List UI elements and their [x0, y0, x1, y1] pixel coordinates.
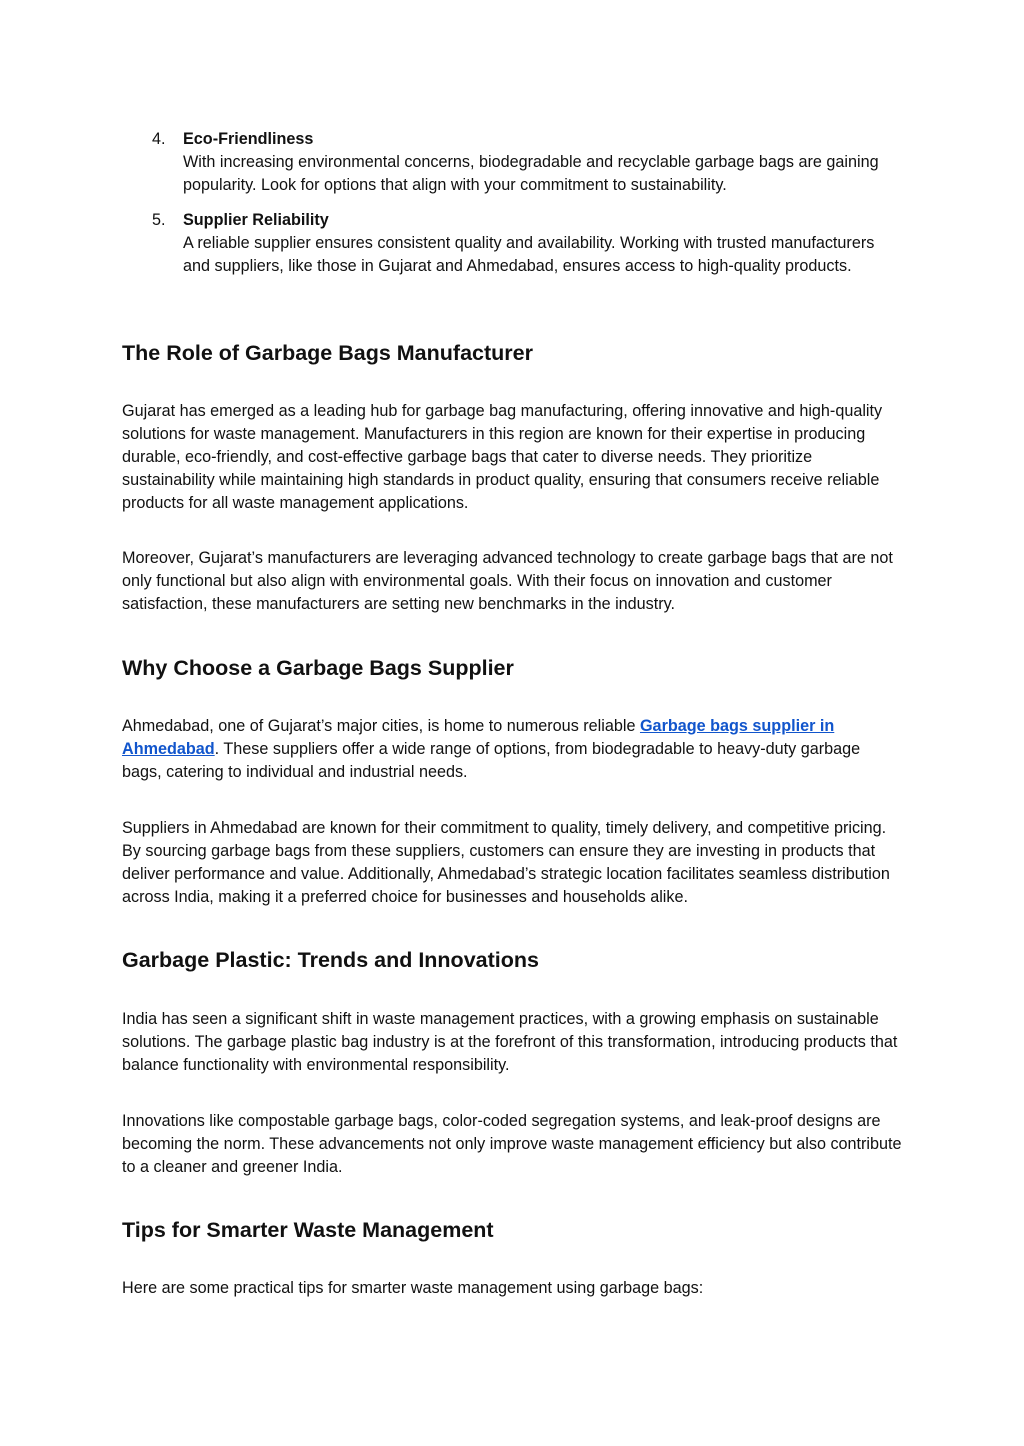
- list-item-title: Supplier Reliability: [183, 211, 329, 229]
- section-heading-tips: Tips for Smarter Waste Management: [122, 1218, 494, 1242]
- list-item-body: With increasing environmental concerns, biodegradable and recyclable garbage bags are gaining popularity. Look for options that align with your commitment to sustainability.: [183, 153, 879, 194]
- paragraph-text: . These suppliers offer a wide range of options, from biodegradable to heavy-duty garbage bags, catering to individual and industrial needs.: [122, 740, 861, 781]
- numbered-list: [0, 128, 1024, 290]
- supplier-link[interactable]: Garbage bags supplier in Ahmedabad: [122, 717, 835, 758]
- section-heading-plastic: Garbage Plastic: Trends and Innovations: [122, 948, 539, 972]
- paragraph: Suppliers in Ahmedabad are known for their commitment to quality, timely delivery, and competitive pricing. By sourcing garbage bags from these suppliers, customers can ensure they are investing in products that deliver performance and value. Additionally, Ahmedabad’s strategic location facilitates seamless distribution across India, making it a preferred choice for businesses and households alike.: [122, 819, 890, 906]
- paragraph-text: Ahmedabad, one of Gujarat’s major cities, is home to numerous reliable: [122, 717, 640, 735]
- section-heading-supplier: Why Choose a Garbage Bags Supplier: [122, 656, 514, 680]
- list-item-body: A reliable supplier ensures consistent quality and availability. Working with trusted manufacturers and suppliers, like those in Gujarat and Ahmedabad, ensures access to high-quality products.: [183, 234, 875, 275]
- paragraph: Here are some practical tips for smarter waste management using garbage bags:: [122, 1279, 704, 1297]
- list-item: [0, 209, 903, 278]
- list-item-title: Eco-Friendliness: [183, 130, 314, 148]
- list-item-number: 5.: [152, 211, 166, 229]
- section-heading-manufacturer: The Role of Garbage Bags Manufacturer: [122, 341, 533, 365]
- list-item: [0, 128, 903, 197]
- paragraph: Gujarat has emerged as a leading hub for garbage bag manufacturing, offering innovative and high-quality solutions for waste management. Manufacturers in this region are known for their expertise in producing durable, eco-friendly, and cost-effective garbage bags that cater to diverse needs. They prioritize sustainability while maintaining high standards in product quality, ensuring that consumers receive reliable products for all waste management applications.: [122, 402, 883, 512]
- paragraph: Moreover, Gujarat’s manufacturers are leveraging advanced technology to create garbage bags that are not only functional but also align with environmental goals. With their focus on innovation and customer satisfaction, these manufacturers are setting new benchmarks in the industry.: [122, 549, 893, 613]
- list-item-number: 4.: [152, 130, 166, 148]
- paragraph: Innovations like compostable garbage bags, color-coded segregation systems, and leak-proof designs are becoming the norm. These advancements not only improve waste management efficiency but also contribute to a cleaner and greener India.: [122, 1112, 902, 1176]
- paragraph: India has seen a significant shift in waste management practices, with a growing emphasis on sustainable solutions. The garbage plastic bag industry is at the forefront of this transformation, introducing products that balance functionality with environmental responsibility.: [122, 1010, 898, 1074]
- paragraph-with-link: [122, 715, 902, 784]
